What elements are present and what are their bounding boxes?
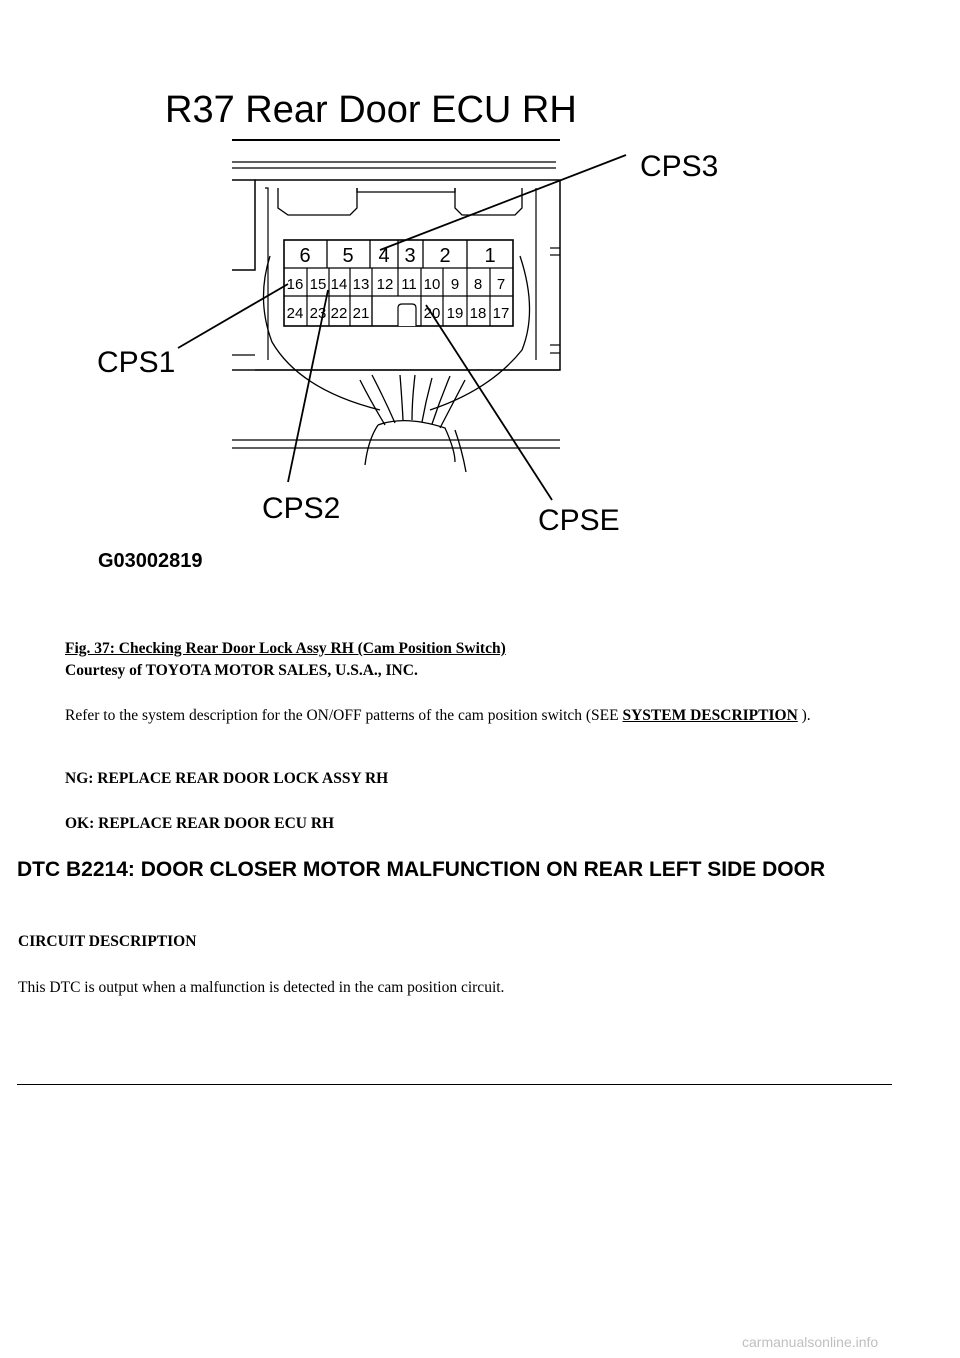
pin-label: 1	[484, 245, 496, 267]
pin-label: 8	[473, 276, 483, 293]
pin-label: 17	[492, 305, 510, 322]
pin-label: 23	[309, 305, 327, 322]
instruction-paragraph	[65, 704, 865, 728]
pin-label: 12	[376, 276, 394, 293]
page-divider	[17, 1084, 892, 1085]
connector-diagram-svg	[60, 80, 760, 580]
pin-label: 14	[330, 276, 348, 293]
label-cps1: CPS1	[97, 346, 176, 379]
circuit-description-text: This DTC is output when a malfunction is detected in the cam position circuit.	[18, 979, 505, 996]
label-cps2: CPS2	[262, 492, 341, 525]
pin-label: 13	[352, 276, 370, 293]
ng-result: NG: REPLACE REAR DOOR LOCK ASSY RH	[65, 770, 389, 787]
dtc-heading: DTC B2214: DOOR CLOSER MOTOR MALFUNCTION ON REAR LEFT SIDE DOOR	[17, 858, 826, 881]
diagram-title: R37 Rear Door ECU RH	[165, 89, 577, 131]
watermark: carmanualsonline.info	[742, 1334, 879, 1350]
label-cpse: CPSE	[538, 504, 620, 537]
pin-label: 2	[439, 245, 451, 267]
pin-label: 4	[378, 245, 390, 267]
pin-label: 21	[352, 305, 370, 322]
pin-label: 7	[496, 276, 506, 293]
pin-label: 10	[423, 276, 441, 293]
figure-caption-title: Fig. 37: Checking Rear Door Lock Assy RH (Cam Position Switch)	[65, 640, 506, 657]
figure-caption-credit: Courtesy of TOYOTA MOTOR SALES, U.S.A., INC.	[65, 662, 418, 679]
pin-label: 5	[342, 245, 354, 267]
pin-label: 6	[299, 245, 311, 267]
paragraph-text-end: ).	[797, 707, 811, 724]
pin-label: 11	[401, 276, 417, 293]
pin-label: 18	[469, 305, 487, 322]
label-cps3: CPS3	[640, 150, 719, 183]
pin-label: 19	[446, 305, 464, 322]
figure-code: G03002819	[98, 550, 203, 572]
paragraph-text: Refer to the system description for the ON/OFF patterns of the cam position switch (SEE	[65, 707, 623, 724]
ok-result: OK: REPLACE REAR DOOR ECU RH	[65, 815, 335, 832]
pin-label: 15	[309, 276, 327, 293]
system-description-link[interactable]: SYSTEM DESCRIPTION	[622, 707, 798, 724]
pin-label: 20	[423, 305, 441, 322]
circuit-description-heading: CIRCUIT DESCRIPTION	[18, 933, 197, 950]
pin-label: 9	[450, 276, 460, 293]
pin-label: 24	[286, 305, 304, 322]
pin-label: 3	[404, 245, 416, 267]
connector-diagram	[60, 80, 760, 580]
pin-label: 22	[330, 305, 348, 322]
pin-label: 16	[286, 276, 304, 293]
